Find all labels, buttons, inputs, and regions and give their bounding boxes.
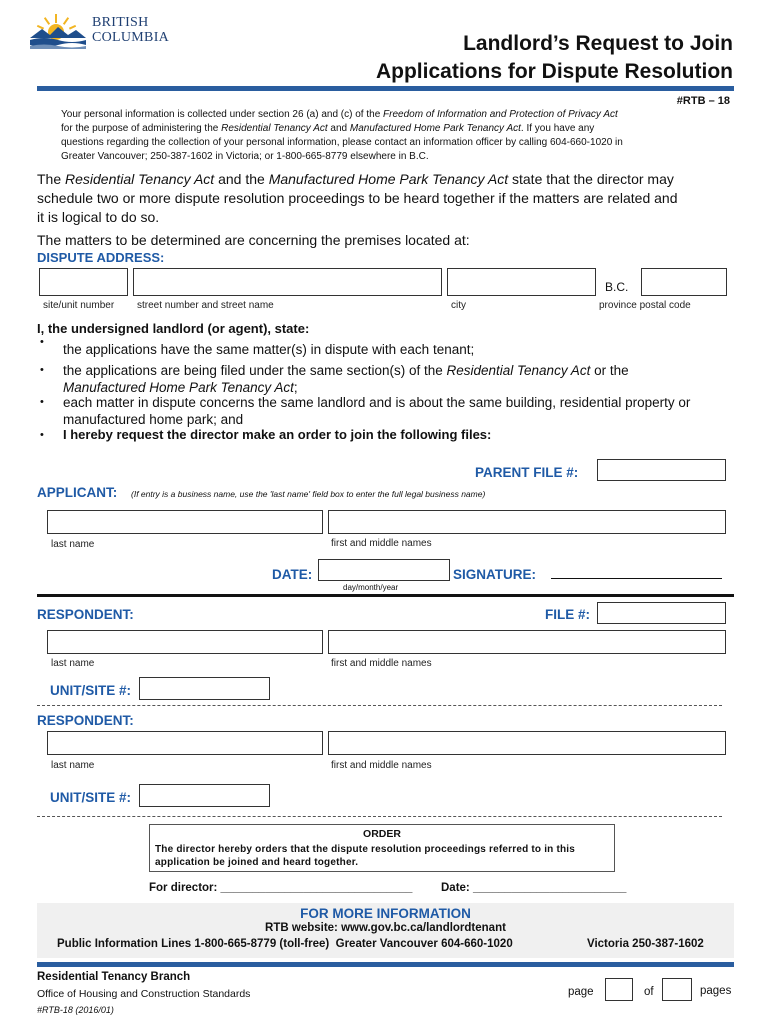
bullet: • <box>40 336 44 348</box>
statement-text: manufactured home park; and <box>63 412 244 427</box>
bullet: • <box>40 396 44 408</box>
intro-text: state that the director may <box>508 171 674 187</box>
rtb-website[interactable]: RTB website: www.gov.bc.ca/landlordtenant <box>265 922 506 934</box>
city-field[interactable] <box>447 268 596 296</box>
intro-text: The <box>37 171 66 187</box>
footer-branch: Residential Tenancy Branch <box>37 971 191 983</box>
date-label: DATE: <box>272 567 313 582</box>
respondent-1-first-name-label: first and middle names <box>331 658 432 669</box>
respondent-1-unit-label: UNIT/SITE #: <box>50 683 132 698</box>
statement-act-name: Residential Tenancy Act <box>446 363 591 378</box>
statement-item-2 <box>63 362 629 396</box>
intro-text: it is logical to do so. <box>37 209 160 225</box>
unit-number-label: site/unit number <box>43 300 115 311</box>
respondent-1-file-field[interactable] <box>597 602 726 624</box>
privacy-act-name: Freedom of Information and Protection of Privacy Act <box>383 109 618 120</box>
bc-logo <box>30 10 170 52</box>
bullet: • <box>40 364 44 376</box>
applicant-last-name-field[interactable] <box>47 510 323 534</box>
header-bar <box>37 86 734 91</box>
respondent-2-last-name-field[interactable] <box>47 731 323 755</box>
public-info-lines: Public Information Lines 1-800-665-8779 (toll-free) Greater Vancouver 604-660-1020 <box>57 938 513 950</box>
statement-item-1: the applications have the same matter(s) in dispute with each tenant; <box>63 342 475 357</box>
statement-act-name: Manufactured Home Park Tenancy Act <box>63 380 294 395</box>
bc-sun-mountain-icon <box>30 12 86 50</box>
signature-label: SIGNATURE: <box>453 567 536 582</box>
order-text-line: The director hereby orders that the dispute resolution proceedings referred to in this <box>155 844 576 855</box>
respondent-2-heading: RESPONDENT: <box>37 713 134 728</box>
respondent-2-unit-field[interactable] <box>139 784 270 807</box>
postal-code-field[interactable] <box>641 268 727 296</box>
privacy-text: for the purpose of administering the <box>61 123 222 134</box>
respondent-1-unit-field[interactable] <box>139 677 270 700</box>
respondent-1-heading: RESPONDENT: <box>37 607 134 622</box>
footer-office: Office of Housing and Construction Standards <box>37 988 251 1000</box>
applicant-first-name-label: first and middle names <box>331 538 432 549</box>
street-label: street number and street name <box>137 300 274 311</box>
statement-text: the applications are being filed under the same section(s) of the <box>63 363 447 378</box>
intro-act-name: Manufactured Home Park Tenancy Act <box>268 171 509 187</box>
privacy-text: . If you have any <box>520 123 595 134</box>
statement-item-4: I hereby request the director make an order to join the following files: <box>63 427 492 442</box>
applicant-last-name-label: last name <box>51 539 95 550</box>
applicant-heading: APPLICANT: <box>37 485 118 500</box>
date-hint: day/month/year <box>343 583 399 592</box>
victoria-line: Victoria 250-387-1602 <box>587 938 704 950</box>
order-date-line[interactable]: Date: ________________________ <box>441 882 627 894</box>
order-text-line: application be joined and heard together. <box>155 857 359 868</box>
order-box <box>149 824 615 872</box>
province-postal-label: province postal code <box>599 300 691 311</box>
unit-number-field[interactable] <box>39 268 128 296</box>
statement-text: ; <box>293 380 298 395</box>
respondent-2-first-name-label: first and middle names <box>331 760 432 771</box>
respondent-2-last-name-label: last name <box>51 760 95 771</box>
section-divider <box>37 594 734 597</box>
page-label: page <box>568 986 594 998</box>
signature-line[interactable] <box>551 578 722 579</box>
statement-heading: I, the undersigned landlord (or agent), state: <box>37 321 310 336</box>
total-pages-field[interactable] <box>662 978 692 1001</box>
respondent-1-first-name-field[interactable] <box>328 630 726 654</box>
more-info-heading: FOR MORE INFORMATION <box>300 906 471 921</box>
footer-form-code: #RTB-18 (2016/01) <box>37 1005 114 1015</box>
dashed-divider <box>37 705 722 706</box>
street-address-field[interactable] <box>133 268 442 296</box>
applicant-note: (If entry is a business name, use the 'last name' field box to enter the full legal business name) <box>131 489 486 499</box>
privacy-act-name: Residential Tenancy Act <box>221 123 328 134</box>
respondent-1-last-name-field[interactable] <box>47 630 323 654</box>
pages-label: pages <box>700 985 732 997</box>
privacy-text: Greater Vancouver; 250-387-1602 in Victoria; or 1-800-665-8779 elsewhere in B.C. <box>61 151 429 162</box>
intro-paragraph <box>37 170 737 227</box>
parent-file-field[interactable] <box>597 459 726 481</box>
parent-file-label: PARENT FILE #: <box>475 465 579 480</box>
logo-line-columbia: COLUMBIA <box>92 30 170 45</box>
intro-act-name: Residential Tenancy Act <box>65 171 215 187</box>
respondent-2-unit-label: UNIT/SITE #: <box>50 790 132 805</box>
intro-text: and the <box>214 171 269 187</box>
privacy-notice <box>61 108 741 164</box>
title-line-1: Landlord’s Request to Join <box>463 32 733 55</box>
dashed-divider <box>37 816 722 817</box>
logo-line-british: BRITISH <box>92 15 149 30</box>
statement-item-3 <box>63 394 690 428</box>
respondent-1-last-name-label: last name <box>51 658 95 669</box>
order-heading: ORDER <box>363 828 401 840</box>
premises-text: The matters to be determined are concerning the premises located at: <box>37 232 470 248</box>
city-label: city <box>451 300 466 311</box>
of-label: of <box>644 986 654 998</box>
title-line-2: Applications for Dispute Resolution <box>375 60 733 83</box>
privacy-act-name: Manufactured Home Park Tenancy Act <box>349 123 521 134</box>
page-title <box>376 30 733 86</box>
form-code: #RTB – 18 <box>676 95 730 107</box>
statement-text: or the <box>590 363 629 378</box>
statement-text: each matter in dispute concerns the same landlord and is about the same building, residential property or <box>63 395 691 410</box>
intro-text: schedule two or more dispute resolution proceedings to be heard together if the matters are related and <box>37 190 678 206</box>
footer-bar <box>37 962 734 967</box>
dispute-address-heading: DISPUTE ADDRESS: <box>37 250 165 265</box>
respondent-2-first-name-field[interactable] <box>328 731 726 755</box>
applicant-first-name-field[interactable] <box>328 510 726 534</box>
bullet: • <box>40 429 44 441</box>
province-value: B.C. <box>605 280 629 294</box>
privacy-text: questions regarding the collection of your personal information, please contact an information officer by calling 604-660-1020 in <box>61 137 623 148</box>
order-text <box>155 843 575 869</box>
date-field[interactable] <box>318 559 450 581</box>
page-number-field[interactable] <box>605 978 633 1001</box>
privacy-text: Your personal information is collected under section 26 (a) and (c) of the <box>61 109 384 120</box>
respondent-1-file-label: FILE #: <box>545 607 591 622</box>
privacy-text: and <box>327 123 350 134</box>
for-director-line[interactable]: For director: ______________________________ <box>149 882 413 894</box>
more-info-panel <box>37 903 734 958</box>
